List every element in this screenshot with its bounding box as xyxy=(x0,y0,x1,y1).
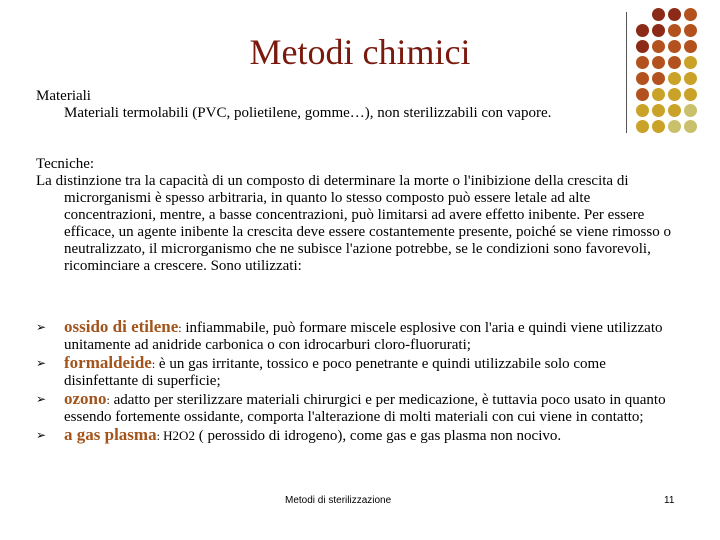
decorative-dot xyxy=(684,24,697,37)
materials-section xyxy=(36,88,606,122)
bullet-colon: : xyxy=(151,357,156,371)
decorative-dot xyxy=(668,72,681,85)
decorative-dot xyxy=(652,8,665,21)
arrow-bullet-icon: ➢ xyxy=(36,392,47,406)
list-item xyxy=(36,354,676,390)
bullet-formula: H2O2 xyxy=(159,428,195,443)
decorative-dot xyxy=(684,88,697,101)
decorative-dot xyxy=(684,56,697,69)
slide-title: Metodi chimici xyxy=(249,32,471,72)
bullet-text: è un gas irritante, tossico e poco penetrante e quindi utilizzabile solo come disinfettante di superficie; xyxy=(64,356,606,389)
decorative-dot xyxy=(668,24,681,37)
decorative-dot xyxy=(684,40,697,53)
bullet-colon: : xyxy=(156,429,160,443)
footer-text: Metodi di sterilizzazione xyxy=(285,495,392,506)
decorative-dot xyxy=(652,88,665,101)
decorative-dot xyxy=(668,120,681,133)
decorative-dot xyxy=(652,40,665,53)
bullet-colon: : xyxy=(178,321,182,335)
decorative-dot xyxy=(668,40,681,53)
bullet-term: formaldeide xyxy=(64,353,152,372)
sterilant-list xyxy=(36,318,676,445)
decorative-dot xyxy=(652,56,665,69)
decorative-dot xyxy=(636,40,649,53)
arrow-bullet-icon: ➢ xyxy=(36,320,47,334)
decorative-dot xyxy=(636,24,649,37)
decorative-dot xyxy=(684,72,697,85)
decorative-dot xyxy=(668,56,681,69)
list-item xyxy=(36,318,676,354)
techniques-section xyxy=(36,156,676,275)
materials-heading: Materiali xyxy=(36,88,91,104)
decorative-dot xyxy=(636,104,649,117)
decorative-dot xyxy=(636,56,649,69)
bullet-term: ossido di etilene xyxy=(64,317,179,336)
decorative-dot xyxy=(652,104,665,117)
list-item xyxy=(36,426,676,445)
bullet-term: ozono xyxy=(64,389,107,408)
decorative-dot xyxy=(668,8,681,21)
decorative-dot xyxy=(684,104,697,117)
bullet-text: infiammabile, può formare miscele esplosive con l'aria e quindi viene utilizzato unitamente ad anidride carbonica o con idrocarburi cloro-fluorurati; xyxy=(64,320,663,353)
bullet-text: adatto per sterilizzare materiali chirurgici e per medicazione, è tuttavia poco usato in quanto essendo fortemente ossidante, comporta l'alterazione di molti materiali con cui viene in contatto; xyxy=(64,392,666,425)
decorative-dot xyxy=(636,72,649,85)
decorative-dot xyxy=(652,120,665,133)
bullet-term: a gas plasma xyxy=(64,425,157,444)
bullet-text: ( perossido di idrogeno), come gas e gas plasma non nocivo. xyxy=(194,428,562,444)
decorative-dot xyxy=(652,24,665,37)
decorative-dot xyxy=(668,88,681,101)
page-number: 11 xyxy=(664,495,675,506)
decorative-dot xyxy=(652,72,665,85)
list-item xyxy=(36,390,676,426)
techniques-heading: Tecniche: xyxy=(36,156,95,172)
divider-line xyxy=(626,12,627,133)
decorative-dot xyxy=(668,104,681,117)
decorative-dot xyxy=(636,88,649,101)
bullet-colon: : xyxy=(106,393,110,407)
techniques-text: La distinzione tra la capacità di un composto di determinare la morte o l'inibizione della crescita di microrganismi è spesso arbitraria, in quanto lo stesso composto può essere letale ad alte concentrazioni, mentre, a basse concentrazioni, può limitarsi ad avere effetto inibente. Per essere efficace, un agente inibente la crescita deve essere costantemente presente, poiché se viene rimosso o neutralizzato, il microrganismo che ne subisce l'azione potrebbe, se le condizioni sono favorevoli, ricominciare a crescere. Sono utilizzati: xyxy=(36,173,671,274)
materials-text: Materiali termolabili (PVC, polietilene, gomme…), non sterilizzabili con vapore. xyxy=(64,105,552,121)
decorative-dot xyxy=(636,120,649,133)
decorative-dot xyxy=(684,120,697,133)
arrow-bullet-icon: ➢ xyxy=(36,428,47,442)
arrow-bullet-icon: ➢ xyxy=(36,356,47,370)
decorative-dot xyxy=(684,8,697,21)
